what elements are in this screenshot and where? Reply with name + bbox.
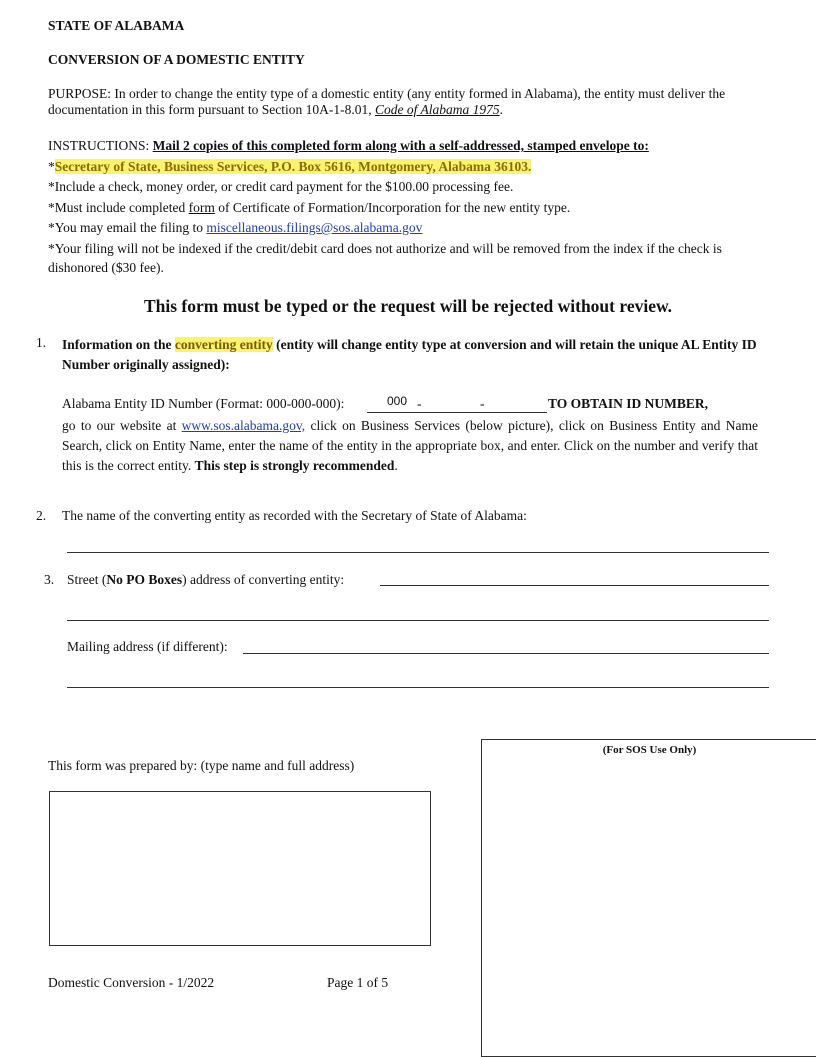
street-address-field-2[interactable] xyxy=(67,620,769,621)
section1-heading xyxy=(62,335,762,375)
section1-body-a: go to our website at xyxy=(62,418,182,433)
mailing-address-field-2[interactable] xyxy=(67,687,769,688)
mailing-address-highlight: Secretary of State, Business Services, P.O. Box 5616, Montgomery, Alabama 36103. xyxy=(54,158,532,174)
section2-number: 2. xyxy=(36,508,47,523)
section2-label: The name of the converting entity as recorded with the Secretary of State of Alabama: xyxy=(62,508,527,523)
form-line xyxy=(48,198,748,219)
instructions-block xyxy=(48,136,748,277)
address-line xyxy=(48,157,748,178)
obtain-id-heading: TO OBTAIN ID NUMBER, xyxy=(548,396,709,411)
street-address-label xyxy=(67,572,344,588)
entity-id-field[interactable] xyxy=(367,396,547,413)
sos-website-link[interactable]: www.sos.alabama.gov, xyxy=(181,418,306,433)
instructions-label: INSTRUCTIONS: xyxy=(48,138,153,153)
no-po-boxes: No PO Boxes xyxy=(106,572,183,587)
email-text: *You may email the filing to xyxy=(48,220,207,235)
prepared-by-box[interactable] xyxy=(49,791,431,946)
purpose-text: PURPOSE: In order to change the entity type of a domestic entity (any entity formed in Alabama), the entity must deliver the documentation in this form pursuant to Section 10A-1-8.01, xyxy=(48,86,726,117)
form-text-a: *Must include completed xyxy=(48,199,189,215)
entity-name-field[interactable] xyxy=(67,552,769,553)
section3-number: 3. xyxy=(44,572,55,587)
street-address-field[interactable] xyxy=(380,585,769,586)
entity-id-prefix: 000 xyxy=(387,394,408,408)
street-label-b: ) address of converting entity: xyxy=(182,572,345,587)
sos-use-box xyxy=(481,739,816,1057)
form-word: form xyxy=(188,199,215,215)
section1-bold-a: Information on the xyxy=(62,337,175,352)
mailing-address-label: Mailing address (if different): xyxy=(67,639,228,654)
mail-instruction: Mail 2 copies of this completed form along with a self-addressed, stamped envelope to: xyxy=(152,138,649,153)
section1-body-end: . xyxy=(394,458,398,473)
form-text-b: of Certificate of Formation/Incorporation for the new entity type. xyxy=(214,199,571,215)
prepared-by-label: This form was prepared by: (type name and full address) xyxy=(48,758,355,773)
instructions-line xyxy=(48,136,748,157)
sos-use-label: (For SOS Use Only) xyxy=(602,744,697,756)
typed-warning: This form must be typed or the request will be rejected without review. xyxy=(143,296,673,316)
form-version: Domestic Conversion - 1/2022 xyxy=(48,975,215,990)
state-heading: STATE OF ALABAMA xyxy=(48,18,185,33)
street-label-a: Street ( xyxy=(67,572,107,587)
purpose-paragraph xyxy=(48,86,738,118)
index-line: *Your filing will not be indexed if the credit/debit card does not authorize and will be removed from the index if the check is dishonored ($30 fee). xyxy=(48,240,722,275)
section1-body-b: click on Business Services (below picture), click on Business Entity and Name Search, click on Entity Name, enter the name of the entity in the appropriate box, and enter. Click on the number and verify that this is the correct entity. xyxy=(62,418,758,473)
entity-id-dash-2: - xyxy=(480,396,485,411)
entity-id-dash-1: - xyxy=(417,396,422,411)
mailing-address-field[interactable] xyxy=(243,653,769,654)
form-title: CONVERSION OF A DOMESTIC ENTITY xyxy=(48,52,305,67)
code-citation: Code of Alabama 1975 xyxy=(374,102,500,117)
entity-id-label: Alabama Entity ID Number (Format: 000-000-000): xyxy=(62,396,345,411)
strongly-recommended: This step is strongly recommended xyxy=(194,458,395,473)
email-line xyxy=(48,218,748,239)
converting-entity-highlight: converting entity xyxy=(174,337,273,352)
address-star: * xyxy=(48,158,55,174)
purpose-period: . xyxy=(499,102,503,117)
page-number: Page 1 of 5 xyxy=(327,975,389,990)
section1-number: 1. xyxy=(36,335,47,350)
email-link[interactable]: miscellaneous.filings@sos.alabama.gov xyxy=(206,220,423,235)
section1-body xyxy=(62,416,758,476)
section1-bold-b: (entity will change entity type at conversion and will retain the unique AL Entity ID Number originally assigned): xyxy=(62,337,757,372)
fee-line: *Include a check, money order, or credit card payment for the $100.00 processing fee. xyxy=(48,179,514,194)
